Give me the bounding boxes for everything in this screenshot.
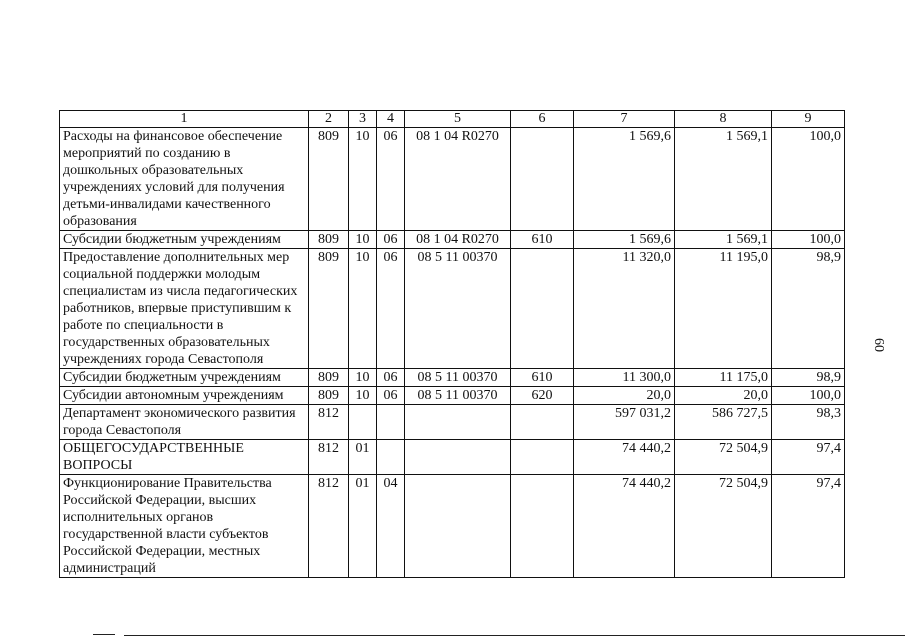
- table-row: [60, 249, 845, 369]
- subsection-code: 06: [377, 369, 405, 387]
- target-article-code: 08 5 11 00370: [405, 249, 511, 369]
- expense-type-code: 620: [511, 387, 574, 405]
- planned-amount: 74 440,2: [574, 440, 675, 475]
- row-description: Функционирование Правительства Российской Федерации, высших исполнительных органов государственной власти субъектов Российской Федерации, местных администраций: [60, 475, 309, 578]
- row-description: Департамент экономического развития города Севастополя: [60, 405, 309, 440]
- actual-amount: 586 727,5: [675, 405, 772, 440]
- subsection-code: 06: [377, 128, 405, 231]
- subsection-code: [377, 405, 405, 440]
- column-header-4: 4: [377, 111, 405, 128]
- table-row: [60, 475, 845, 578]
- table-row: [60, 128, 845, 231]
- column-header-6: 6: [511, 111, 574, 128]
- row-description: ОБЩЕГОСУДАРСТВЕННЫЕ ВОПРОСЫ: [60, 440, 309, 475]
- row-description: Субсидии бюджетным учреждениям: [60, 369, 309, 387]
- execution-percent: 97,4: [772, 440, 845, 475]
- planned-amount: 597 031,2: [574, 405, 675, 440]
- ministry-code: 809: [309, 369, 349, 387]
- expense-type-code: [511, 128, 574, 231]
- section-code: 01: [349, 475, 377, 578]
- table-row: [60, 440, 845, 475]
- section-code: 10: [349, 387, 377, 405]
- section-code: [349, 405, 377, 440]
- page-number: 60: [871, 338, 886, 352]
- table-row: [60, 231, 845, 249]
- subsection-code: 06: [377, 249, 405, 369]
- execution-percent: 100,0: [772, 128, 845, 231]
- column-header-7: 7: [574, 111, 675, 128]
- execution-percent: 100,0: [772, 231, 845, 249]
- target-article-code: [405, 405, 511, 440]
- execution-percent: 98,3: [772, 405, 845, 440]
- expense-type-code: [511, 475, 574, 578]
- ministry-code: 812: [309, 405, 349, 440]
- header-row: [60, 111, 845, 128]
- ministry-code: 809: [309, 387, 349, 405]
- column-header-5: 5: [405, 111, 511, 128]
- actual-amount: 11 195,0: [675, 249, 772, 369]
- row-description: Предоставление дополнительных мер социальной поддержки молодым специалистам из числа педагогических работников, впервые приступившим к работе по специальности в государственных образовательных учреждениях города Севастополя: [60, 249, 309, 369]
- target-article-code: 08 5 11 00370: [405, 369, 511, 387]
- expense-type-code: [511, 405, 574, 440]
- subsection-code: 06: [377, 231, 405, 249]
- target-article-code: [405, 475, 511, 578]
- column-header-3: 3: [349, 111, 377, 128]
- column-header-2: 2: [309, 111, 349, 128]
- expense-type-code: 610: [511, 231, 574, 249]
- planned-amount: 20,0: [574, 387, 675, 405]
- subsection-code: 04: [377, 475, 405, 578]
- section-code: 10: [349, 369, 377, 387]
- ministry-code: 812: [309, 440, 349, 475]
- ministry-code: 812: [309, 475, 349, 578]
- section-code: 01: [349, 440, 377, 475]
- actual-amount: 11 175,0: [675, 369, 772, 387]
- target-article-code: [405, 440, 511, 475]
- table-row: [60, 387, 845, 405]
- table-row: [60, 369, 845, 387]
- bottom-rule-short: [93, 634, 115, 635]
- execution-percent: 98,9: [772, 369, 845, 387]
- planned-amount: 74 440,2: [574, 475, 675, 578]
- subsection-code: 06: [377, 387, 405, 405]
- section-code: 10: [349, 128, 377, 231]
- actual-amount: 72 504,9: [675, 440, 772, 475]
- expense-type-code: [511, 249, 574, 369]
- column-header-1: 1: [60, 111, 309, 128]
- actual-amount: 20,0: [675, 387, 772, 405]
- row-description: Субсидии бюджетным учреждениям: [60, 231, 309, 249]
- actual-amount: 72 504,9: [675, 475, 772, 578]
- target-article-code: 08 5 11 00370: [405, 387, 511, 405]
- execution-percent: 100,0: [772, 387, 845, 405]
- actual-amount: 1 569,1: [675, 231, 772, 249]
- target-article-code: 08 1 04 R0270: [405, 128, 511, 231]
- execution-percent: 97,4: [772, 475, 845, 578]
- ministry-code: 809: [309, 231, 349, 249]
- expense-type-code: [511, 440, 574, 475]
- section-code: 10: [349, 249, 377, 369]
- column-header-9: 9: [772, 111, 845, 128]
- planned-amount: 1 569,6: [574, 128, 675, 231]
- target-article-code: 08 1 04 R0270: [405, 231, 511, 249]
- expense-type-code: 610: [511, 369, 574, 387]
- planned-amount: 11 320,0: [574, 249, 675, 369]
- planned-amount: 11 300,0: [574, 369, 675, 387]
- table-row: [60, 405, 845, 440]
- bottom-rule-long: [124, 635, 905, 636]
- planned-amount: 1 569,6: [574, 231, 675, 249]
- row-description: Расходы на финансовое обеспечение мероприятий по созданию в дошкольных образовательных учреждениях условий для получения детьми-инвалидами качественного образования: [60, 128, 309, 231]
- section-code: 10: [349, 231, 377, 249]
- execution-percent: 98,9: [772, 249, 845, 369]
- column-header-8: 8: [675, 111, 772, 128]
- subsection-code: [377, 440, 405, 475]
- ministry-code: 809: [309, 128, 349, 231]
- actual-amount: 1 569,1: [675, 128, 772, 231]
- ministry-code: 809: [309, 249, 349, 369]
- row-description: Субсидии автономным учреждениям: [60, 387, 309, 405]
- budget-table: [59, 110, 845, 578]
